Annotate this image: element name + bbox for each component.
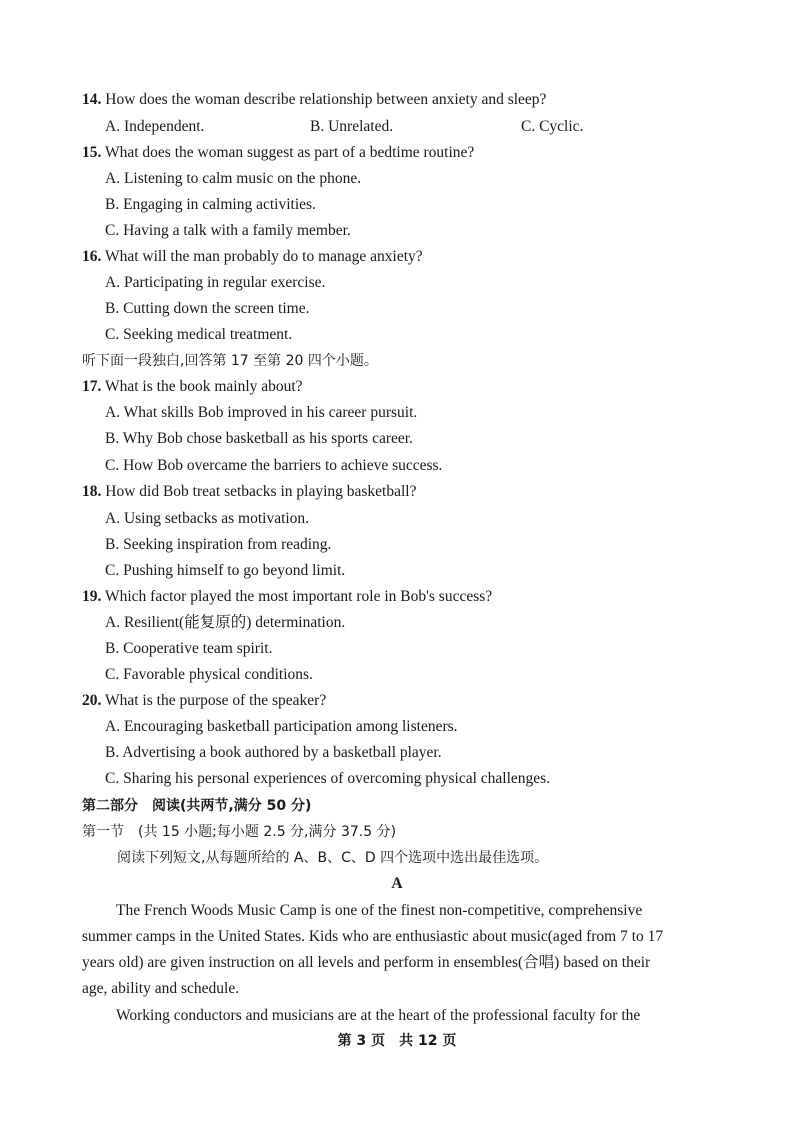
question-16: 16. What will the man probably do to manage anxiety? <box>82 248 423 265</box>
option-15a: A. Listening to calm music on the phone. <box>105 170 362 187</box>
option-16c: C. Seeking medical treatment. <box>105 326 293 343</box>
option-20b: B. Advertising a book authored by a basketball player. <box>105 744 442 761</box>
question-18: 18. How did Bob treat setbacks in playing basketball? <box>82 483 417 500</box>
question-17: 17. What is the book mainly about? <box>82 378 303 395</box>
passage-line-3: years old) are given instruction on all levels and perform in ensembles(合唱) based on their <box>82 954 651 971</box>
option-20a: A. Encouraging basketball participation among listeners. <box>105 718 458 735</box>
option-19a: A. Resilient(能复原的) determination. <box>105 614 346 631</box>
option-17c: C. How Bob overcame the barriers to achieve success. <box>105 457 443 474</box>
passage-label: A <box>391 875 403 892</box>
monologue-instruction: 听下面一段独白,回答第 17 至第 20 四个小题。 <box>82 353 378 369</box>
question-15: 15. What does the woman suggest as part of a bedtime routine? <box>82 144 475 161</box>
option-17b: B. Why Bob chose basketball as his sports career. <box>105 430 413 447</box>
option-16b: B. Cutting down the screen time. <box>105 300 310 317</box>
question-20: 20. What is the purpose of the speaker? <box>82 692 327 709</box>
option-19b: B. Cooperative team spirit. <box>105 640 273 657</box>
question-14: 14. How does the woman describe relationship between anxiety and sleep? <box>82 91 547 108</box>
passage-line-4: age, ability and schedule. <box>82 980 240 997</box>
option-18b: B. Seeking inspiration from reading. <box>105 536 332 553</box>
option-20c: C. Sharing his personal experiences of overcoming physical challenges. <box>105 770 551 787</box>
option-15c: C. Having a talk with a family member. <box>105 222 351 239</box>
page-footer: 第 3 页 共 12 页 <box>337 1033 457 1049</box>
option-16a: A. Participating in regular exercise. <box>105 274 326 291</box>
option-17a: A. What skills Bob improved in his career pursuit. <box>105 404 418 421</box>
option-19c: C. Favorable physical conditions. <box>105 666 313 683</box>
question-19: 19. Which factor played the most important role in Bob's success? <box>82 588 493 605</box>
passage-line-2: summer camps in the United States. Kids who are enthusiastic about music(aged from 7 to 17 <box>82 928 664 945</box>
reading-instruction: 阅读下列短文,从每题所给的 A、B、C、D 四个选项中选出最佳选项。 <box>117 850 549 866</box>
option-15b: B. Engaging in calming activities. <box>105 196 316 213</box>
part2-title: 第二部分 阅读(共两节,满分 50 分) <box>82 798 312 814</box>
passage-line-1: The French Woods Music Camp is one of the finest non-competitive, comprehensive <box>116 902 643 919</box>
option-18c: C. Pushing himself to go beyond limit. <box>105 562 346 579</box>
section1-title: 第一节 (共 15 小题;每小题 2.5 分,满分 37.5 分) <box>82 824 397 840</box>
option-14c: C. Cyclic. <box>521 118 584 135</box>
option-18a: A. Using setbacks as motivation. <box>105 510 310 527</box>
option-14b: B. Unrelated. <box>310 118 394 135</box>
option-14a: A. Independent. <box>105 118 205 135</box>
passage-line-5: Working conductors and musicians are at the heart of the professional faculty for the <box>116 1007 641 1024</box>
